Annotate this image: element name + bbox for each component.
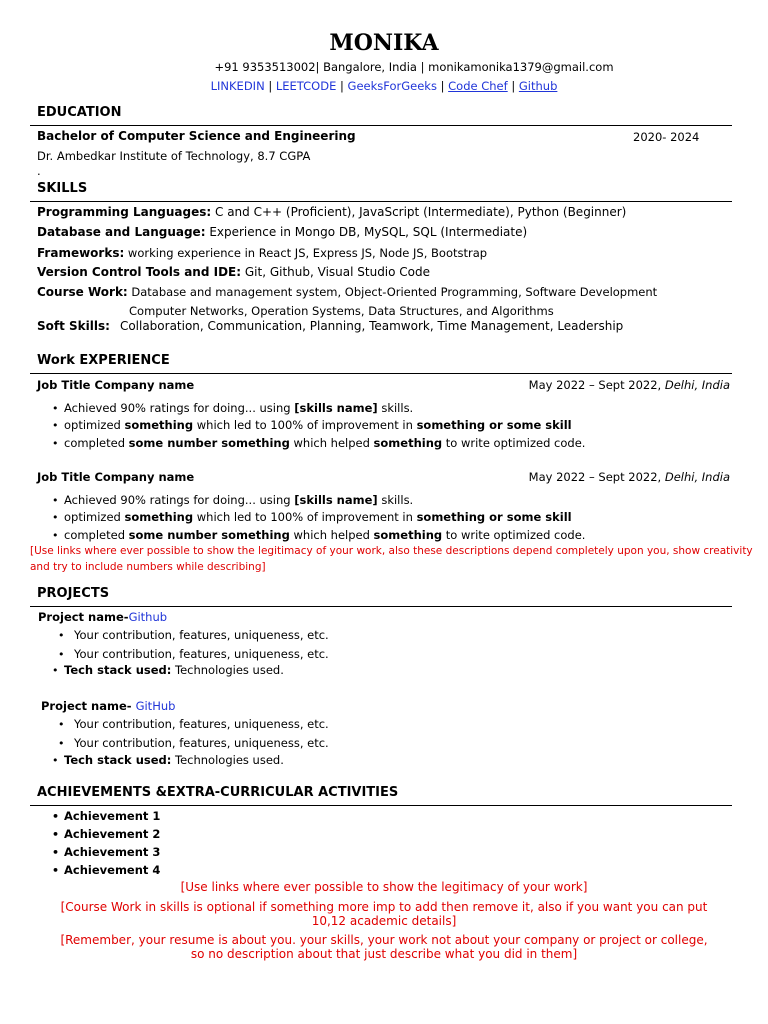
job-bullet: • optimized something which led to 100% of improvement in something or some skill: [52, 510, 572, 524]
skill-value: Collaboration, Communication, Planning, Teamwork, Time Management, Leadership: [119, 319, 624, 333]
achievement-item: • Achievement 4: [52, 863, 161, 877]
github-link[interactable]: Github: [518, 79, 558, 93]
skill-programming: [37, 205, 626, 219]
contact-line: +91 9353513002| Bangalore, India | monikamonika1379@gmail.com: [214, 60, 614, 74]
job-dates-text: May 2022 – Sept 2022,: [528, 378, 665, 392]
skill-coursework: [37, 285, 657, 299]
skill-label: Course Work:: [37, 285, 128, 299]
skill-label: Soft Skills:: [37, 319, 110, 333]
skill-value: C and C++ (Proficient), JavaScript (Intermediate), Python (Beginner): [211, 205, 627, 219]
education-heading: EDUCATION: [37, 105, 122, 120]
skill-value: working experience in React JS, Express JS, Node JS, Bootstrap: [124, 246, 488, 260]
project-name: Project name-Github: [38, 610, 168, 624]
skill-label: Programming Languages:: [37, 205, 212, 219]
job-bullet: • completed some number something which helped something to write optimized code.: [52, 528, 586, 542]
note-coursework: [Course Work in skills is optional if something more imp to add then remove it, also if you want you can put 10,12 academic details]: [60, 900, 708, 928]
project-bullet: • Your contribution, features, uniqueness, etc.: [58, 736, 329, 750]
skill-label: Database and Language:: [37, 225, 206, 239]
profile-links: LINKEDIN | LEETCODE | GeeksForGeeks | Code Chef | Github: [210, 79, 558, 93]
education-divider: [30, 125, 732, 126]
skill-version-control: [37, 265, 430, 279]
job-location: Delhi, India: [664, 378, 730, 392]
degree: Bachelor of Computer Science and Engineering: [37, 129, 356, 143]
skill-soft: [37, 319, 623, 333]
job-dates: [529, 470, 730, 484]
experience-note-continued: and try to include numbers while describing]: [30, 561, 266, 573]
project-bullet: • Your contribution, features, uniqueness, etc.: [58, 717, 329, 731]
project-github-link[interactable]: Github: [128, 610, 168, 624]
skill-value: Git, Github, Visual Studio Code: [241, 265, 431, 279]
achievement-item: • Achievement 3: [52, 845, 161, 859]
achievement-item: • Achievement 2: [52, 827, 161, 841]
projects-heading: PROJECTS: [37, 586, 110, 601]
job-bullet: • optimized something which led to 100% of improvement in something or some skill: [52, 418, 572, 432]
institute: Dr. Ambedkar Institute of Technology, 8.7 CGPA: [37, 149, 311, 163]
skill-coursework-continued: Computer Networks, Operation Systems, Data Structures, and Algorithms: [129, 304, 554, 318]
job-bullet: • completed some number something which helped something to write optimized code.: [52, 436, 586, 450]
experience-heading: Work EXPERIENCE: [37, 353, 170, 368]
education-dot: .: [37, 164, 41, 178]
skill-database: [37, 225, 527, 239]
note-remember: [Remember, your resume is about you. your skills, your work not about your company or project or college, so no description about that just describe what you did in them]: [60, 933, 708, 961]
skill-value: Experience in Mongo DB, MySQL, SQL (Intermediate): [205, 225, 528, 239]
linkedin-link[interactable]: LINKEDIN: [210, 79, 265, 93]
skills-heading: SKILLS: [37, 181, 88, 196]
job-title: Job Title Company name: [37, 470, 195, 484]
job-bullet: • Achieved 90% ratings for doing... using [skills name] skills.: [52, 401, 414, 415]
job-dates: [529, 378, 730, 392]
project-github-link[interactable]: GitHub: [135, 699, 176, 713]
achievements-heading: ACHIEVEMENTS &EXTRA-CURRICULAR ACTIVITIES: [37, 785, 399, 800]
education-years: 2020- 2024: [633, 130, 700, 144]
project-tech: • Tech stack used: Technologies used.: [52, 753, 284, 767]
resume-name: MONIKA: [329, 30, 439, 56]
job-bullet: • Achieved 90% ratings for doing... using [skills name] skills.: [52, 493, 414, 507]
project-name: Project name- GitHub: [41, 699, 176, 713]
codechef-link[interactable]: Code Chef: [448, 79, 508, 93]
project-tech: • Tech stack used: Technologies used.: [52, 663, 284, 677]
skill-label: Frameworks:: [37, 246, 125, 260]
skill-frameworks: [37, 246, 487, 260]
skills-divider: [30, 201, 732, 202]
achievements-divider: [30, 805, 732, 806]
note-links: [Use links where ever possible to show the legitimacy of your work]: [180, 880, 588, 894]
skill-label: Version Control Tools and IDE:: [37, 265, 242, 279]
job-dates-text: May 2022 – Sept 2022,: [528, 470, 665, 484]
experience-note: [Use links where ever possible to show the legitimacy of your work, also these descriptions depend completely upon you, show creativity: [30, 545, 753, 557]
projects-divider: [30, 606, 732, 607]
project-bullet: • Your contribution, features, uniqueness, etc.: [58, 628, 329, 642]
leetcode-link[interactable]: LEETCODE: [275, 79, 337, 93]
geeksforgeeks-link[interactable]: GeeksForGeeks: [347, 79, 437, 93]
job-location: Delhi, India: [664, 470, 730, 484]
skill-value: Database and management system, Object-Oriented Programming, Software Development: [127, 285, 658, 299]
job-title: Job Title Company name: [37, 378, 195, 392]
achievement-item: • Achievement 1: [52, 809, 161, 823]
experience-divider: [30, 373, 732, 374]
project-bullet: • Your contribution, features, uniqueness, etc.: [58, 647, 329, 661]
